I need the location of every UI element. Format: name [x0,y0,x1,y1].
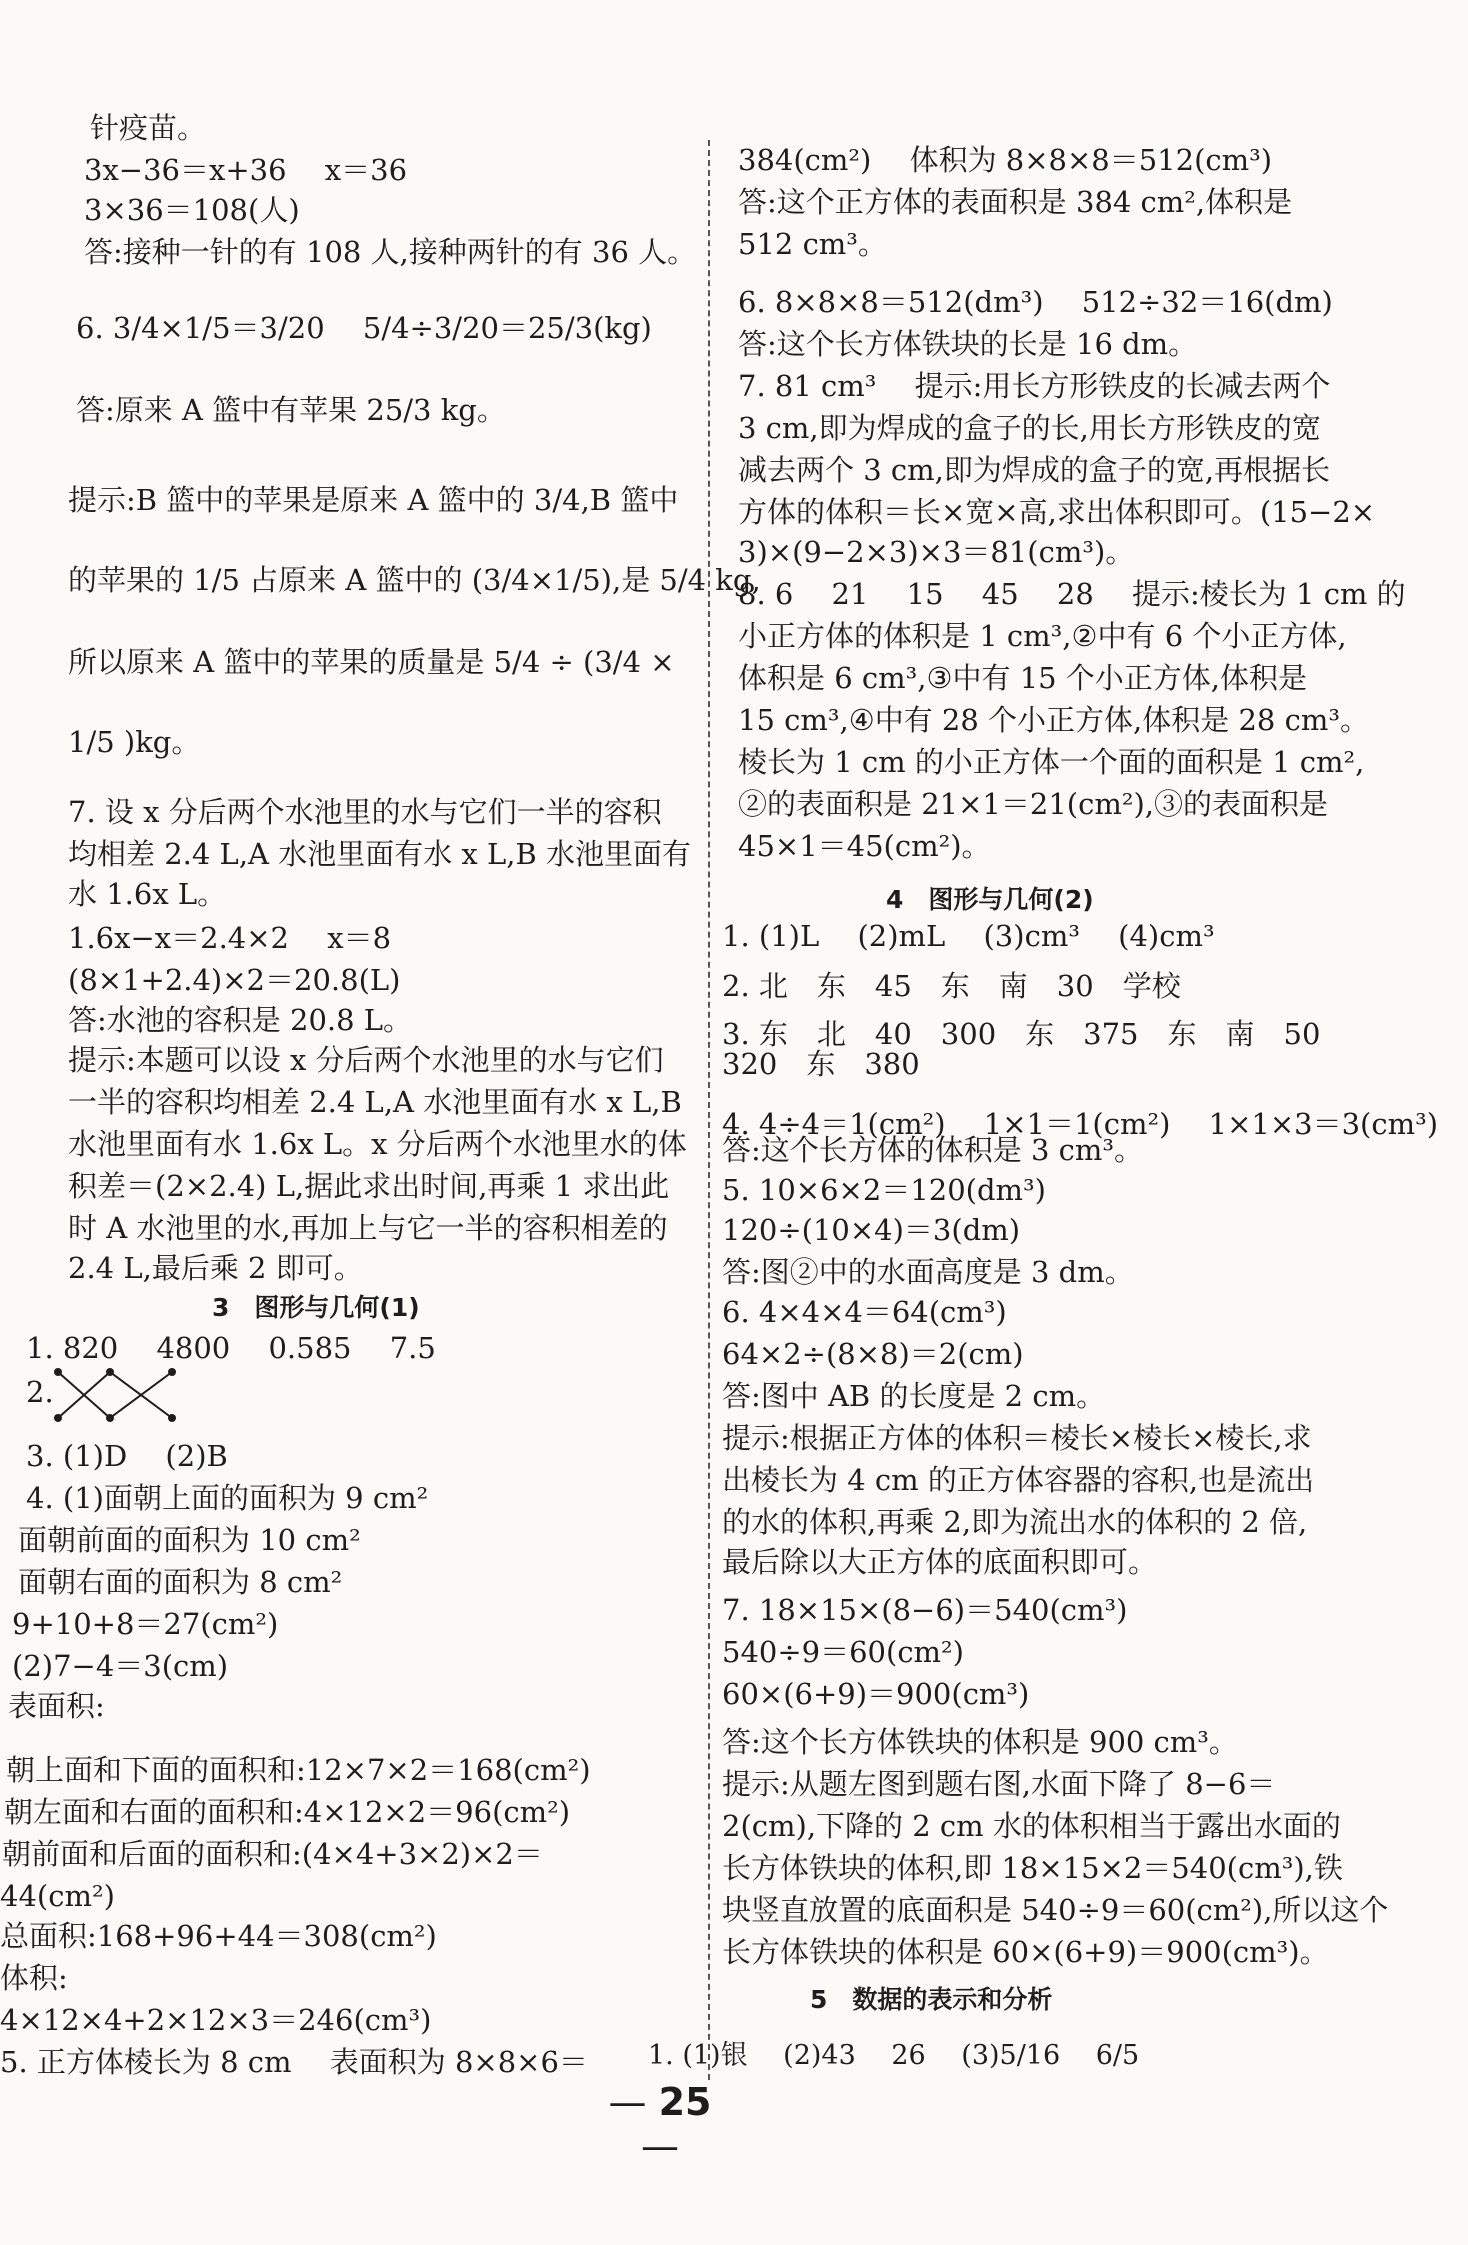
text-line: 3×36＝108(人) [84,193,300,227]
text-line: 3. 东 北 40 300 东 375 东 南 50 [722,1017,1321,1051]
text-line: 4×12×4+2×12×3＝246(cm³) [0,2003,432,2037]
hint-line: 最后除以大正方体的底面积即可。 [722,1545,1158,1579]
text-line: 540÷9＝60(cm²) [722,1635,964,1669]
text-line: 答:这个长方体铁块的体积是 900 cm³。 [722,1725,1238,1759]
hint-line: 长方体铁块的体积,即 18×15×2＝540(cm³),铁 [722,1851,1343,1885]
text-line: 7. 18×15×(8−6)＝540(cm³) [722,1593,1128,1627]
text-line: 120÷(10×4)＝3(dm) [722,1213,1021,1247]
text-line: 384(cm²) 体积为 8×8×8＝512(cm³) [738,143,1273,177]
page-number-dash-right: — [641,2124,679,2168]
text-line: 答:这个长方体的体积是 3 cm³。 [722,1133,1144,1167]
hint-line: 出棱长为 4 cm 的正方体容器的容积,也是流出 [722,1463,1315,1497]
text-line: 朝左面和右面的面积和:4×12×2＝96(cm²) [4,1795,571,1829]
text-line: 320 东 380 [722,1047,920,1081]
text-line: 答:图②中的水面高度是 3 dm。 [722,1255,1134,1289]
text-line: 1.6x−x＝2.4×2 x＝8 [68,921,392,955]
text-line: 2. 北 东 45 东 南 30 学校 [722,969,1181,1003]
hint-line: 块竖直放置的底面积是 540÷9＝60(cm²),所以这个 [722,1893,1389,1927]
text-line: 水 1.6x L。 [68,877,227,911]
text-line: 答:原来 A 篮中有苹果 25/3 kg。 [76,393,506,427]
text-line: 总面积:168+96+44＝308(cm²) [0,1919,437,1953]
text-line: 针疫苗。 [90,111,207,145]
text-line: 8. 6 21 15 45 28 提示:棱长为 1 cm 的 [738,577,1406,611]
hint-line: 减去两个 3 cm,即为焊成的盒子的宽,再根据长 [738,453,1331,487]
text-line: 答:图中 AB 的长度是 2 cm。 [722,1379,1106,1413]
text-line: 1. (1)L (2)mL (3)cm³ (4)cm³ [722,919,1215,953]
hint-line: 1/5 )kg。 [68,725,201,759]
column-divider [708,140,712,2080]
matching-lines-diagram [50,1362,190,1428]
hint-line: 小正方体的体积是 1 cm³,②中有 6 个小正方体, [738,619,1347,653]
text-line: 面朝前面的面积为 10 cm² [18,1523,361,1557]
hint-line: 3)×(9−2×3)×3＝81(cm³)。 [738,535,1135,569]
page-number [600,2080,720,2168]
text-line: 朝前面和后面的面积和:(4×4+3×2)×2＝ [2,1837,543,1871]
text-line: 5. 10×6×2＝120(dm³) [722,1173,1046,1207]
hint-line: 提示:根据正方体的体积＝棱长×棱长×棱长,求 [722,1421,1312,1455]
text-line: 3. (1)D (2)B [26,1439,228,1473]
hint-line: 45×1＝45(cm²)。 [738,829,991,863]
text-line: 1. (1)银 (2)43 26 (3)5/16 6/5 [648,2040,1140,2071]
text-line: 6. 8×8×8＝512(dm³) 512÷32＝16(dm) [738,285,1333,319]
text-line: 5. 正方体棱长为 8 cm 表面积为 8×8×6＝ [0,2045,588,2079]
text-line: 4. 4÷4＝1(cm²) 1×1＝1(cm²) 1×1×3＝3(cm³) [722,1107,1439,1141]
text-line: 2. [26,1375,54,1409]
text-line: 均相差 2.4 L,A 水池里面有水 x L,B 水池里面有 [68,837,691,871]
hint-line: 积差＝(2×2.4) L,据此求出时间,再乘 1 求出此 [68,1169,670,1203]
text-line: 答:这个长方体铁块的长是 16 dm。 [738,327,1198,361]
text-line: 6. 4×4×4＝64(cm³) [722,1295,1007,1329]
text-line: 44(cm²) [0,1879,115,1913]
text-line: 朝上面和下面的面积和:12×7×2＝168(cm²) [6,1753,591,1787]
text-line: 64×2÷(8×8)＝2(cm) [722,1337,1024,1371]
text-line: (2)7−4＝3(cm) [12,1649,229,1683]
section-heading: 5 数据的表示和分析 [810,1985,1053,2014]
hint-line: 长方体铁块的体积是 60×(6+9)＝900(cm³)。 [722,1935,1329,1969]
hint-line: 一半的容积均相差 2.4 L,A 水池里面有水 x L,B [68,1085,682,1119]
section-heading: 3 图形与几何(1) [212,1293,420,1322]
text-line: 7. 81 cm³ 提示:用长方形铁皮的长减去两个 [738,369,1331,403]
hint-line: 的水的体积,再乘 2,即为流出水的体积的 2 倍, [722,1505,1308,1539]
text-line: 面朝右面的面积为 8 cm² [18,1565,343,1599]
text-line: 答:接种一针的有 108 人,接种两针的有 36 人。 [84,235,697,269]
hint-line: 的苹果的 1/5 占原来 A 篮中的 (3/4×1/5),是 5/4 kg, [68,563,761,597]
text-line: (8×1+2.4)×2＝20.8(L) [68,963,401,997]
text-line: 答:这个正方体的表面积是 384 cm²,体积是 [738,185,1293,219]
hint-line: 体积是 6 cm³,③中有 15 个小正方体,体积是 [738,661,1308,695]
hint-line: 所以原来 A 篮中的苹果的质量是 5/4 ÷ (3/4 × [68,645,675,679]
hint-line: 2(cm),下降的 2 cm 水的体积相当于露出水面的 [722,1809,1341,1843]
text-line: 7. 设 x 分后两个水池里的水与它们一半的容积 [68,795,662,829]
hint-line: 棱长为 1 cm 的小正方体一个面的面积是 1 cm², [738,745,1365,779]
hint-line: 2.4 L,最后乘 2 即可。 [68,1251,363,1285]
section-heading: 4 图形与几何(2) [886,885,1094,914]
hint-line: ②的表面积是 21×1＝21(cm²),③的表面积是 [738,787,1328,821]
text-line: 60×(6+9)＝900(cm³) [722,1677,1030,1711]
text-line: 表面积: [8,1689,105,1723]
text-line: 9+10+8＝27(cm²) [12,1607,279,1641]
text-line: 512 cm³。 [738,227,887,261]
text-line: 3x−36＝x+36 x＝36 [84,153,408,187]
text-line: 1. 820 4800 0.585 7.5 [26,1331,436,1365]
text-line: 答:水池的容积是 20.8 L。 [68,1003,413,1037]
hint-line: 15 cm³,④中有 28 个小正方体,体积是 28 cm³。 [738,703,1369,737]
page-number-value: 25 [658,2080,712,2124]
text-line: 6. 3/4×1/5＝3/20 5/4÷3/20＝25/3(kg) [76,311,652,345]
hint-line: 时 A 水池里的水,再加上与它一半的容积相差的 [68,1211,668,1245]
page-number-dash-left: — [608,2080,659,2124]
text-line: 体积: [0,1961,68,1995]
text-line: 4. (1)面朝上面的面积为 9 cm² [26,1481,429,1515]
hint-line: 提示:从题左图到题右图,水面下降了 8−6＝ [722,1767,1276,1801]
hint-line: 3 cm,即为焊成的盒子的长,用长方形铁皮的宽 [738,411,1321,445]
hint-line: 提示:B 篮中的苹果是原来 A 篮中的 3/4,B 篮中 [68,483,679,517]
hint-line: 水池里面有水 1.6x L。x 分后两个水池里水的体 [68,1127,687,1161]
hint-line: 方体的体积＝长×宽×高,求出体积即可。(15−2× [738,495,1376,529]
hint-line: 提示:本题可以设 x 分后两个水池里的水与它们 [68,1043,664,1077]
